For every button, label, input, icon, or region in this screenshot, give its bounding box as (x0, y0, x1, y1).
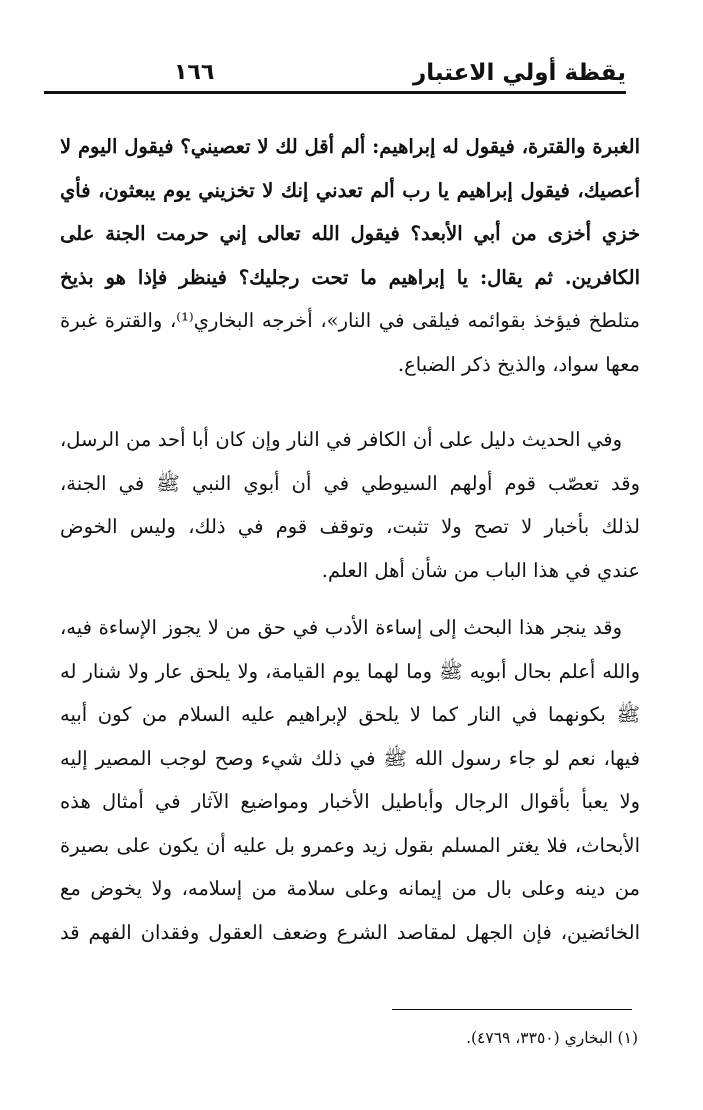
text-line: ﷺ بكونهما في النار كما لا يلحق لإبراهيم عليه السلام من كون أبيه (60, 703, 640, 726)
header-title: يقظة أولي الاعتبار (412, 60, 626, 86)
text-line: خزي أخزى من أبي الأبعد؟ فيقول الله تعالى إني حرمت الجنة على (60, 222, 640, 245)
footnote: (١) البخاري (٣٣٥٠، ٤٧٦٩). (466, 1029, 638, 1047)
text-line: عندي في هذا الباب من شأن أهل العلم. (321, 558, 640, 582)
text-line: الأبحاث، فلا يغتر المسلم بقول زيد وعمرو بل عليه أن يكون على بصيرة (60, 833, 640, 857)
text-line: من دينه وعلى بال من إيمانه وعلى سلامة من إسلامه، ولا يخوض مع (60, 877, 640, 900)
text-line: معها سواد، والذيخ ذكر الضباع. (397, 352, 640, 376)
paragraph-1 (60, 125, 640, 386)
text-line: وقد تعصّب قوم أولهم السيوطي في أن أبوي النبي ﷺ في الجنة، (60, 471, 640, 495)
text-line: والله أعلم بحال أبويه ﷺ وما لهما يوم القيامة، ولا يلحق عار ولا شنار له (60, 659, 640, 683)
paragraph-2 (60, 418, 640, 592)
running-header (44, 58, 626, 94)
header-rule (44, 91, 626, 94)
text-line: الكافرين. ثم يقال: يا إبراهيم ما تحت رجليك؟ فينظر فإذا هو بذيخ (60, 265, 640, 289)
text-line: ولا يعبأ بأقوال الرجال وأباطيل الأخبار ومواضيع الآثار في أمثال هذه (60, 790, 640, 813)
text-line: وقد ينجر هذا البحث إلى إساءة الأدب في حق من لا يجوز الإساءة فيه، (60, 616, 622, 639)
text-line: فيها، نعم لو جاء رسول الله ﷺ في ذلك شيء وصح لوجب المصير إليه (60, 746, 640, 770)
text-line: وفي الحديث دليل على أن الكافر في النار وإن كان أبا أحد من الرسل، (60, 428, 622, 451)
page-number: ١٦٦ (174, 60, 215, 85)
text-line: لذلك بأخبار لا تصح ولا تثبت، وتوقف قوم في ذلك، وليس الخوض (60, 515, 640, 538)
text-line: متلطخ فيؤخذ بقوائمه فيلقى في النار»، أخرجه البخاري⁽¹⁾، والقترة غبرة (60, 309, 640, 332)
paragraph-3 (60, 606, 640, 954)
footnote-separator (392, 1009, 632, 1010)
text-line: الغبرة والقترة، فيقول له إبراهيم: ألم أقل لك لا تعصيني؟ فيقول اليوم لا (60, 135, 640, 158)
text-line: الخائضين، فإن الجهل لمقاصد الشرع وضعف العقول وفقدان الفهم قد (60, 920, 640, 944)
text-line: أعصيك، فيقول إبراهيم يا رب ألم تعدني إنك لا تخزيني يوم يبعثون، فأي (60, 178, 640, 202)
